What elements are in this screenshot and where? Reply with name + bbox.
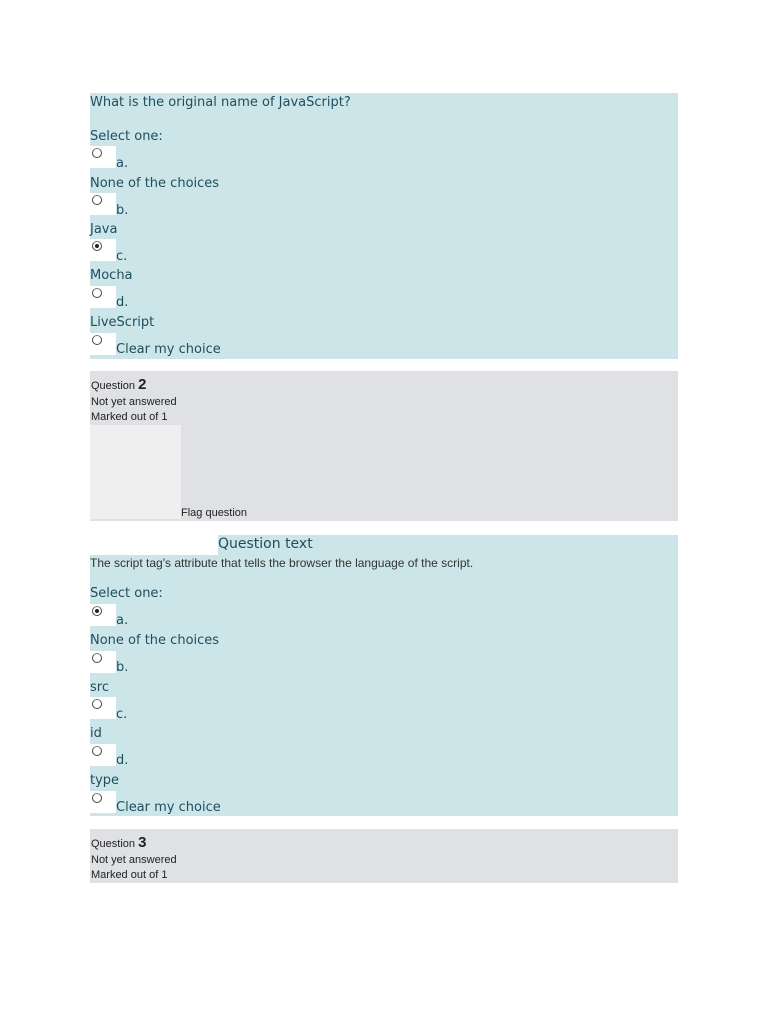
clear-choice-radio-box[interactable] — [90, 333, 116, 355]
option-c-text: id — [90, 726, 102, 741]
question-2-text: The script tag's attribute that tells the browser the language of the script. — [90, 556, 474, 570]
option-a-text: None of the choices — [90, 176, 220, 191]
question-3-status: Not yet answered — [91, 854, 177, 866]
option-c-radio-box[interactable] — [90, 239, 116, 261]
option-d-radio-box[interactable] — [90, 744, 116, 766]
clear-choice-radio-box[interactable] — [90, 791, 116, 813]
option-d-letter: d. — [116, 753, 129, 768]
flag-icon[interactable] — [90, 425, 181, 519]
clear-my-choice[interactable]: Clear my choice — [116, 342, 221, 357]
flag-question-link[interactable]: Flag question — [181, 507, 248, 519]
question-number: 3 — [138, 834, 147, 851]
radio-c[interactable] — [92, 241, 102, 251]
option-b-text: src — [90, 680, 109, 695]
option-a-letter: a. — [116, 156, 129, 171]
option-d-radio-box[interactable] — [90, 286, 116, 308]
option-a-text: None of the choices — [90, 633, 220, 648]
option-d-letter: d. — [116, 295, 129, 310]
select-one-label: Select one: — [90, 586, 163, 601]
option-d-text: LiveScript — [90, 315, 155, 330]
question-3-info-panel — [90, 829, 678, 883]
option-c-letter: c. — [116, 707, 128, 722]
option-b-radio-box[interactable] — [90, 651, 116, 673]
option-b-radio-box[interactable] — [90, 193, 116, 215]
question-3-heading — [91, 834, 146, 851]
question-2-bg — [90, 555, 678, 816]
option-c-radio-box[interactable] — [90, 697, 116, 719]
radio-a[interactable] — [92, 606, 102, 616]
question-3-marks: Marked out of 1 — [91, 869, 168, 881]
option-c-text: Mocha — [90, 268, 133, 283]
radio-clear[interactable] — [92, 335, 102, 345]
radio-clear[interactable] — [92, 793, 102, 803]
option-c-letter: c. — [116, 249, 128, 264]
question-text-header — [218, 535, 678, 555]
option-a-radio-box[interactable] — [90, 146, 116, 168]
option-b-letter: b. — [116, 660, 129, 675]
radio-d[interactable] — [92, 288, 102, 298]
question-number: 2 — [138, 376, 147, 393]
option-b-text: Java — [90, 222, 118, 237]
question-1-text: What is the original name of JavaScript? — [90, 95, 351, 110]
question-2-status: Not yet answered — [91, 396, 177, 408]
question-2-panel — [90, 555, 678, 816]
option-d-text: type — [90, 773, 120, 788]
clear-my-choice[interactable]: Clear my choice — [116, 800, 221, 815]
question-1-panel — [90, 93, 678, 359]
radio-b[interactable] — [92, 195, 102, 205]
question-label: Question — [91, 380, 136, 392]
radio-a[interactable] — [92, 148, 102, 158]
question-label: Question — [91, 838, 136, 850]
radio-b[interactable] — [92, 653, 102, 663]
question-text-heading: Question text — [218, 536, 313, 552]
question-2-info-panel — [90, 371, 678, 521]
question-2-marks: Marked out of 1 — [91, 411, 168, 423]
option-a-letter: a. — [116, 613, 129, 628]
question-2-heading — [91, 376, 146, 393]
option-b-letter: b. — [116, 203, 129, 218]
select-one-label: Select one: — [90, 129, 163, 144]
radio-c[interactable] — [92, 699, 102, 709]
option-a-radio-box[interactable] — [90, 604, 116, 626]
radio-d[interactable] — [92, 746, 102, 756]
